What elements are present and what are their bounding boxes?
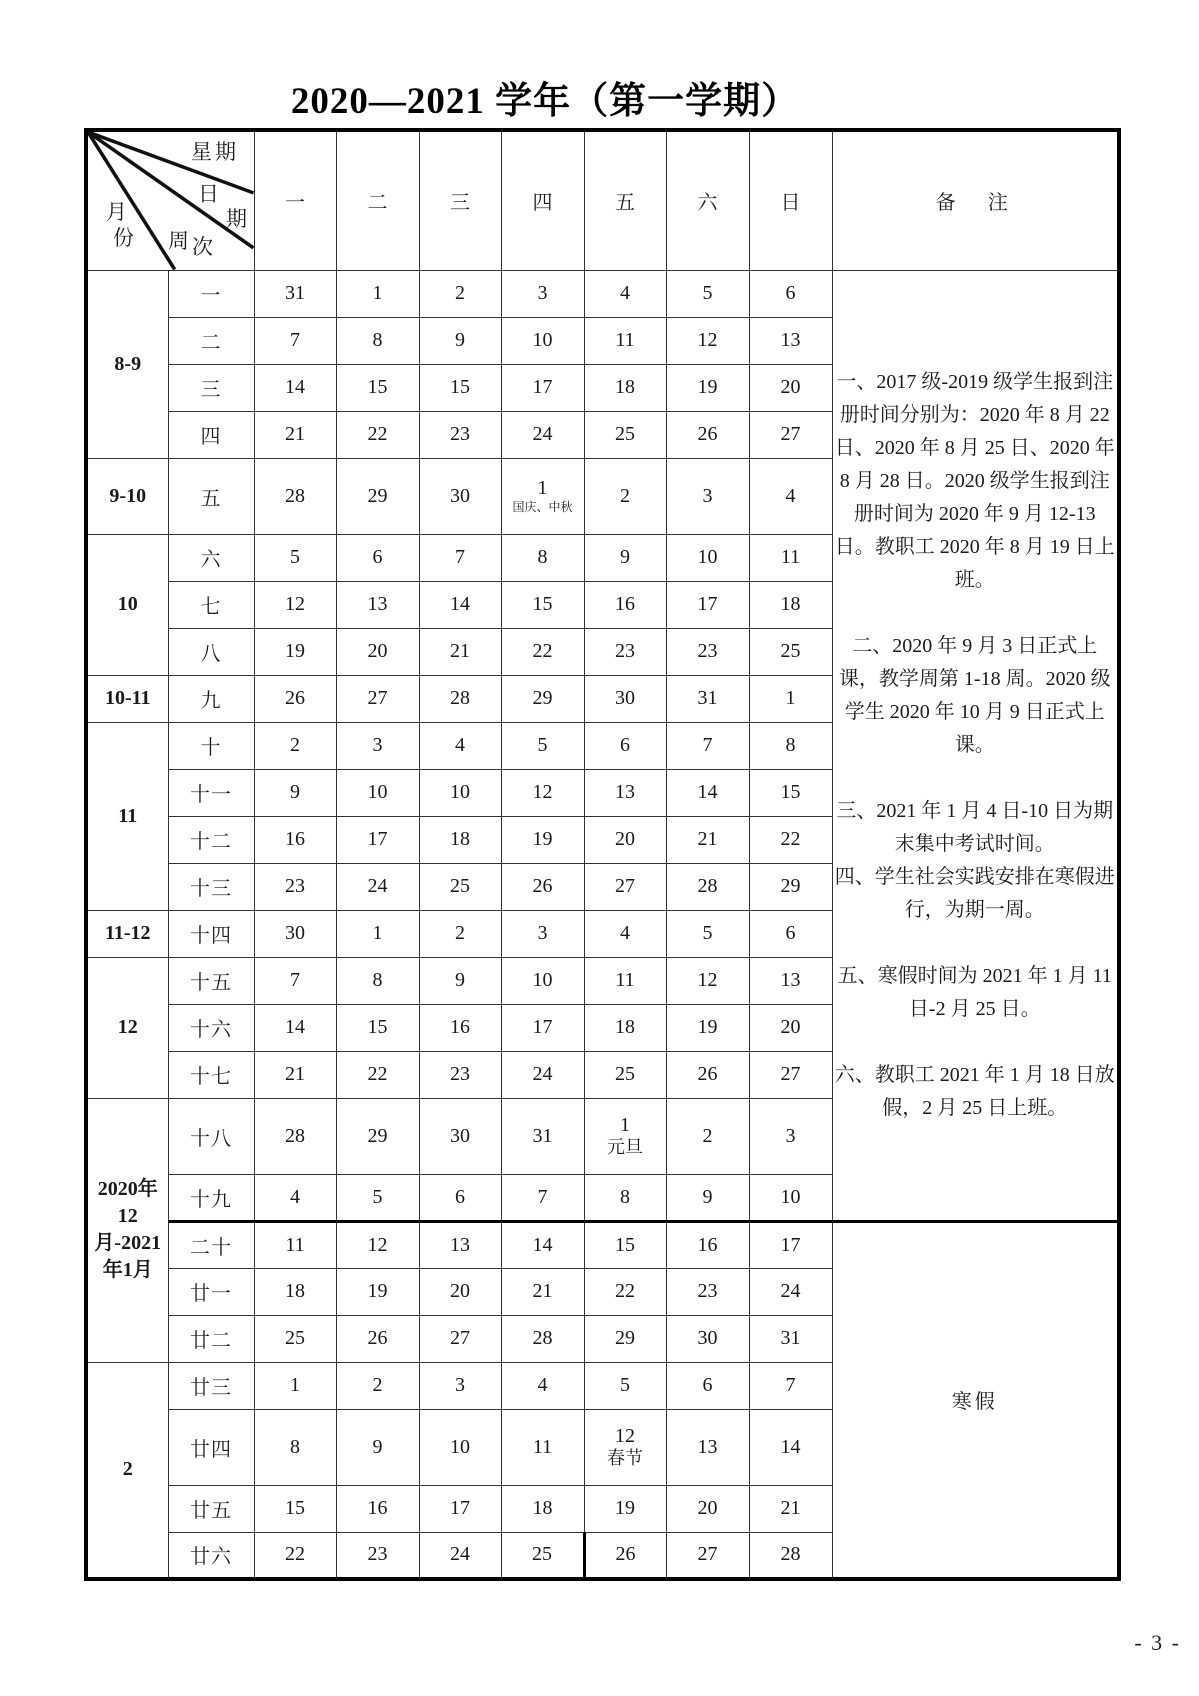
date-cell: 8	[584, 1174, 666, 1221]
week-number: 廿六	[168, 1532, 254, 1579]
date-cell: 19	[501, 816, 584, 863]
date-cell: 26	[666, 1051, 749, 1098]
date-cell: 19	[254, 628, 336, 675]
month-group-label: 11-12	[86, 910, 168, 957]
date-cell: 9	[254, 769, 336, 816]
calendar-row	[86, 1221, 1119, 1268]
date-cell: 14	[666, 769, 749, 816]
date-cell: 20	[584, 816, 666, 863]
date-cell: 7	[749, 1362, 832, 1409]
date-cell: 28	[254, 458, 336, 534]
date-cell: 22	[336, 1051, 419, 1098]
date-number: 1	[537, 477, 548, 500]
date-cell: 4	[254, 1174, 336, 1221]
date-cell: 19	[584, 1485, 666, 1532]
date-cell: 15	[336, 1004, 419, 1051]
date-cell: 31	[254, 270, 336, 317]
week-number: 三	[168, 364, 254, 411]
date-cell: 4	[501, 1362, 584, 1409]
day-header: 五	[584, 130, 666, 270]
date-cell: 20	[749, 1004, 832, 1051]
date-cell: 6	[419, 1174, 501, 1221]
remark-note: 三、2021 年 1 月 4 日-10 日为期末集中考试时间。	[836, 799, 1114, 855]
date-cell: 17	[419, 1485, 501, 1532]
date-cell: 24	[336, 863, 419, 910]
date-cell: 2	[419, 910, 501, 957]
month-group-label: 12	[86, 957, 168, 1098]
date-cell: 30	[419, 1098, 501, 1174]
day-header: 四	[501, 130, 584, 270]
date-cell: 17	[336, 816, 419, 863]
date-cell: 28	[501, 1315, 584, 1362]
date-cell: 7	[254, 957, 336, 1004]
month-group-label: 11	[86, 722, 168, 910]
date-cell: 13	[749, 957, 832, 1004]
week-number: 十一	[168, 769, 254, 816]
date-cell: 17	[501, 1004, 584, 1051]
date-cell: 24	[749, 1268, 832, 1315]
date-cell: 8	[501, 534, 584, 581]
date-cell: 6	[584, 722, 666, 769]
date-cell: 21	[749, 1485, 832, 1532]
date-cell: 31	[666, 675, 749, 722]
date-cell: 28	[666, 863, 749, 910]
date-cell: 22	[254, 1532, 336, 1579]
date-cell: 30	[584, 675, 666, 722]
date-cell: 24	[419, 1532, 501, 1579]
date-cell: 10	[419, 1409, 501, 1485]
week-number: 十五	[168, 957, 254, 1004]
date-cell: 17	[666, 581, 749, 628]
date-cell: 20	[666, 1485, 749, 1532]
date-cell: 4	[419, 722, 501, 769]
week-number: 九	[168, 675, 254, 722]
date-cell	[584, 1098, 666, 1174]
date-cell: 17	[749, 1221, 832, 1268]
date-cell: 4	[584, 270, 666, 317]
date-cell: 31	[749, 1315, 832, 1362]
week-number: 六	[168, 534, 254, 581]
date-cell: 9	[419, 957, 501, 1004]
date-cell: 23	[336, 1532, 419, 1579]
date-cell: 25	[501, 1532, 584, 1579]
week-number: 十八	[168, 1098, 254, 1174]
date-cell: 3	[749, 1098, 832, 1174]
date-cell: 25	[584, 411, 666, 458]
date-cell: 27	[336, 675, 419, 722]
date-cell: 19	[666, 1004, 749, 1051]
date-cell: 12	[254, 581, 336, 628]
week-number: 廿一	[168, 1268, 254, 1315]
date-cell: 3	[336, 722, 419, 769]
date-cell: 26	[666, 411, 749, 458]
date-cell: 8	[336, 317, 419, 364]
remark-note: 二、2020 年 9 月 3 日正式上课，教学周第 1-18 周。2020 级学生 2020 年 10 月 9 日正式上课。	[838, 634, 1111, 756]
date-number: 1	[620, 1113, 630, 1136]
date-cell: 27	[666, 1532, 749, 1579]
date-cell: 2	[336, 1362, 419, 1409]
date-cell: 19	[336, 1268, 419, 1315]
page-title: 2020—2021 学年（第一学期）	[290, 81, 800, 122]
date-cell: 23	[419, 1051, 501, 1098]
date-cell: 14	[749, 1409, 832, 1485]
date-cell: 23	[666, 1268, 749, 1315]
week-number: 廿五	[168, 1485, 254, 1532]
date-cell: 23	[419, 411, 501, 458]
date-cell: 13	[749, 317, 832, 364]
date-cell: 13	[419, 1221, 501, 1268]
date-cell: 8	[336, 957, 419, 1004]
date-cell: 11	[749, 534, 832, 581]
date-cell: 1	[749, 675, 832, 722]
week-number: 二	[168, 317, 254, 364]
date-cell: 6	[749, 270, 832, 317]
week-number: 八	[168, 628, 254, 675]
date-cell: 11	[584, 317, 666, 364]
date-cell: 27	[749, 411, 832, 458]
date-cell: 11	[501, 1409, 584, 1485]
calendar-row	[86, 270, 1119, 317]
date-cell: 28	[749, 1532, 832, 1579]
corner-label-weeknum: 次	[192, 235, 213, 259]
date-cell: 22	[501, 628, 584, 675]
page-number: - 3 -	[1134, 1630, 1181, 1655]
corner-label-date: 日	[198, 182, 219, 206]
date-cell: 12	[666, 957, 749, 1004]
date-cell: 9	[666, 1174, 749, 1221]
date-cell: 22	[584, 1268, 666, 1315]
date-cell: 29	[584, 1315, 666, 1362]
remark-note: 六、教职工 2021 年 1 月 18 日放假，2 月 25 日上班。	[834, 1063, 1115, 1119]
date-cell: 29	[336, 458, 419, 534]
holiday-label: 国庆、中秋	[512, 500, 573, 515]
date-cell: 7	[419, 534, 501, 581]
date-cell: 15	[584, 1221, 666, 1268]
date-cell: 6	[336, 534, 419, 581]
date-cell: 24	[501, 411, 584, 458]
month-group-label: 9-10	[86, 458, 168, 534]
date-cell: 26	[254, 675, 336, 722]
date-cell: 7	[254, 317, 336, 364]
date-cell: 25	[749, 628, 832, 675]
date-cell: 21	[254, 411, 336, 458]
date-cell: 22	[336, 411, 419, 458]
date-cell: 26	[584, 1532, 666, 1579]
week-number: 十二	[168, 816, 254, 863]
date-cell: 15	[254, 1485, 336, 1532]
date-cell: 10	[501, 317, 584, 364]
month-group-label: 10	[86, 534, 168, 675]
remark-note: 五、寒假时间为 2021 年 1 月 11 日-2 月 25 日。	[837, 964, 1112, 1020]
date-cell: 10	[501, 957, 584, 1004]
date-cell: 27	[584, 863, 666, 910]
date-cell: 26	[501, 863, 584, 910]
date-cell: 6	[749, 910, 832, 957]
date-cell: 14	[254, 1004, 336, 1051]
date-cell: 11	[584, 957, 666, 1004]
week-number: 十四	[168, 910, 254, 957]
date-cell: 28	[419, 675, 501, 722]
date-cell: 15	[419, 364, 501, 411]
date-cell: 19	[666, 364, 749, 411]
date-cell: 31	[501, 1098, 584, 1174]
date-cell	[584, 1409, 666, 1485]
date-cell: 16	[336, 1485, 419, 1532]
corner-label-date: 期	[226, 207, 247, 231]
remarks-header: 备 注	[832, 130, 1119, 270]
date-cell: 23	[584, 628, 666, 675]
date-cell: 10	[666, 534, 749, 581]
date-cell: 12	[666, 317, 749, 364]
holiday-label: 元旦	[607, 1136, 643, 1157]
date-cell: 18	[584, 364, 666, 411]
week-number: 四	[168, 411, 254, 458]
date-cell: 2	[584, 458, 666, 534]
date-cell: 14	[501, 1221, 584, 1268]
date-cell: 29	[749, 863, 832, 910]
date-cell: 13	[336, 581, 419, 628]
date-cell: 15	[501, 581, 584, 628]
month-group-label: 8-9	[86, 270, 168, 458]
day-header: 日	[749, 130, 832, 270]
day-header: 二	[336, 130, 419, 270]
date-cell: 30	[666, 1315, 749, 1362]
date-cell: 14	[419, 581, 501, 628]
corner-label-month: 月	[106, 200, 127, 224]
date-cell: 18	[749, 581, 832, 628]
week-number: 十	[168, 722, 254, 769]
winter-vacation-cell: 寒假	[832, 1221, 1119, 1579]
day-header: 三	[419, 130, 501, 270]
date-cell: 5	[584, 1362, 666, 1409]
remarks-cell	[832, 270, 1119, 1221]
date-cell: 7	[666, 722, 749, 769]
date-cell: 22	[749, 816, 832, 863]
corner-label-month: 份	[113, 226, 134, 250]
date-cell: 18	[501, 1485, 584, 1532]
date-cell: 16	[254, 816, 336, 863]
header-row	[86, 130, 1119, 270]
holiday-label: 春节	[607, 1447, 643, 1468]
date-cell: 20	[336, 628, 419, 675]
date-cell: 4	[584, 910, 666, 957]
calendar-body	[86, 270, 1119, 1579]
date-cell: 8	[254, 1409, 336, 1485]
corner-header-cell	[86, 130, 254, 270]
date-cell: 20	[419, 1268, 501, 1315]
date-cell: 5	[666, 910, 749, 957]
corner-label-weeknum: 周	[168, 229, 189, 253]
date-cell: 13	[584, 769, 666, 816]
date-cell: 18	[254, 1268, 336, 1315]
date-cell: 18	[419, 816, 501, 863]
date-cell: 21	[501, 1268, 584, 1315]
week-number: 十九	[168, 1174, 254, 1221]
date-cell: 27	[419, 1315, 501, 1362]
date-cell: 3	[666, 458, 749, 534]
date-cell: 3	[419, 1362, 501, 1409]
calendar-table	[84, 128, 1121, 1581]
date-cell: 20	[749, 364, 832, 411]
date-cell: 24	[501, 1051, 584, 1098]
date-cell: 10	[336, 769, 419, 816]
date-cell: 25	[584, 1051, 666, 1098]
date-cell: 18	[584, 1004, 666, 1051]
date-cell: 9	[584, 534, 666, 581]
day-header: 一	[254, 130, 336, 270]
date-cell: 16	[666, 1221, 749, 1268]
date-cell: 15	[336, 364, 419, 411]
date-cell: 15	[749, 769, 832, 816]
month-group-label: 2	[86, 1362, 168, 1579]
date-cell: 21	[254, 1051, 336, 1098]
date-cell: 21	[419, 628, 501, 675]
date-cell: 2	[666, 1098, 749, 1174]
week-number: 廿三	[168, 1362, 254, 1409]
date-cell: 29	[336, 1098, 419, 1174]
date-cell: 30	[419, 458, 501, 534]
week-number: 十七	[168, 1051, 254, 1098]
date-cell: 9	[419, 317, 501, 364]
week-number: 七	[168, 581, 254, 628]
date-cell: 16	[419, 1004, 501, 1051]
date-cell: 23	[254, 863, 336, 910]
date-cell: 25	[254, 1315, 336, 1362]
remark-note: 一、2017 级-2019 级学生报到注册时间分别为：2020 年 8 月 22 日、2020 年 8 月 25 日、2020 年 8 月 28 日。2020 级学生报到注册时间为 2020 年 9 月 12-13 日。教职工 2020 年 8 月 19 日上班。	[834, 370, 1115, 591]
date-cell: 1	[254, 1362, 336, 1409]
date-cell: 1	[336, 910, 419, 957]
date-cell: 5	[336, 1174, 419, 1221]
week-number: 五	[168, 458, 254, 534]
date-cell: 27	[749, 1051, 832, 1098]
date-cell: 30	[254, 910, 336, 957]
date-cell: 11	[254, 1221, 336, 1268]
date-cell: 4	[749, 458, 832, 534]
week-number: 廿四	[168, 1409, 254, 1485]
date-cell: 9	[336, 1409, 419, 1485]
date-cell: 25	[419, 863, 501, 910]
date-cell	[501, 458, 584, 534]
date-cell: 10	[749, 1174, 832, 1221]
date-cell: 2	[419, 270, 501, 317]
date-cell: 17	[501, 364, 584, 411]
week-number: 十六	[168, 1004, 254, 1051]
date-cell: 10	[419, 769, 501, 816]
date-cell: 8	[749, 722, 832, 769]
date-cell: 23	[666, 628, 749, 675]
date-cell: 7	[501, 1174, 584, 1221]
date-cell: 13	[666, 1409, 749, 1485]
date-cell: 2	[254, 722, 336, 769]
week-number: 十三	[168, 863, 254, 910]
date-number: 12	[615, 1424, 635, 1447]
date-cell: 5	[501, 722, 584, 769]
date-cell: 26	[336, 1315, 419, 1362]
week-number: 廿二	[168, 1315, 254, 1362]
corner-label-weekday: 星期	[191, 140, 239, 164]
day-header: 六	[666, 130, 749, 270]
week-number: 一	[168, 270, 254, 317]
date-cell: 5	[666, 270, 749, 317]
date-cell: 21	[666, 816, 749, 863]
month-group-label: 2020年12月-2021年1月	[86, 1098, 168, 1362]
date-cell: 12	[501, 769, 584, 816]
remark-note: 四、学生社会实践安排在寒假进行，为期一周。	[834, 865, 1115, 921]
month-group-label: 10-11	[86, 675, 168, 722]
date-cell: 1	[336, 270, 419, 317]
date-cell: 12	[336, 1221, 419, 1268]
date-cell: 3	[501, 910, 584, 957]
date-cell: 6	[666, 1362, 749, 1409]
date-cell: 29	[501, 675, 584, 722]
date-cell: 14	[254, 364, 336, 411]
date-cell: 5	[254, 534, 336, 581]
date-cell: 16	[584, 581, 666, 628]
week-number: 二十	[168, 1221, 254, 1268]
date-cell: 28	[254, 1098, 336, 1174]
date-cell: 3	[501, 270, 584, 317]
